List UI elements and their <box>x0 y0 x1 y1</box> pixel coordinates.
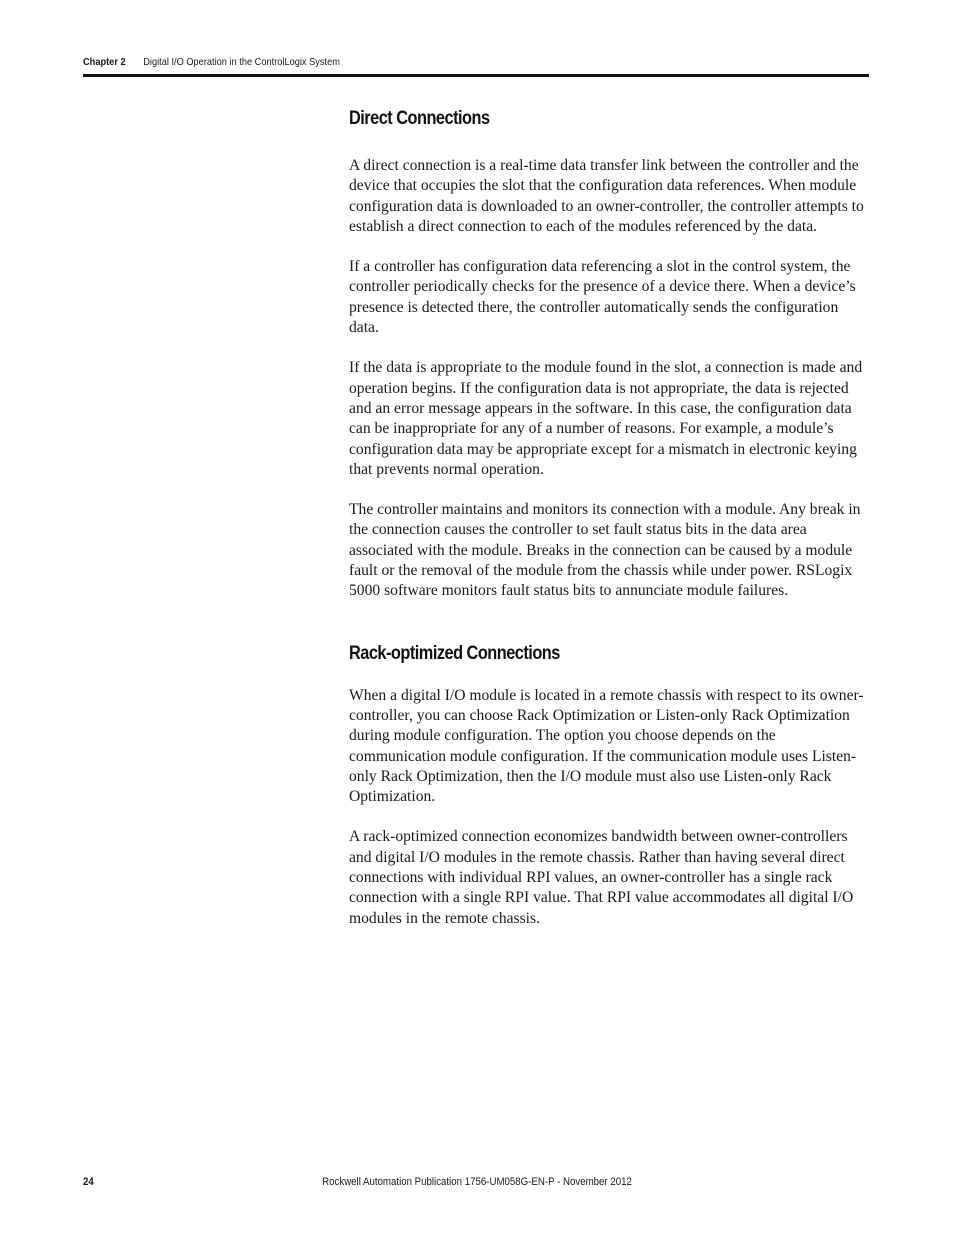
paragraph: A direct connection is a real-time data transfer link between the controller and the device that occupies the slot that the configuration data references. When module configuration data is downloaded to an owner-controller, the controller attempts to establish a direct connection to each of the modules referenced by the data. <box>349 157 864 235</box>
publication-footer: Rockwell Automation Publication 1756-UM058G-EN-P - November 2012 <box>322 1176 632 1188</box>
running-header <box>83 53 774 71</box>
section-heading-rack-optimized-connections: Rack-optimized Connections <box>349 642 560 664</box>
page-number: 24 <box>83 1176 94 1188</box>
header-rule <box>83 74 869 77</box>
paragraph: If the data is appropriate to the module found in the slot, a connection is made and operation begins. If the configuration data is not appropriate, the data is rejected and an error message appears in the software. In this case, the configuration data can be inappropriate for any of a number of reasons. For example, a module’s configuration data may be appropriate except for a mismatch in electronic keying that prevents normal operation. <box>349 359 863 478</box>
paragraph: The controller maintains and monitors its connection with a module. Any break in the connection causes the controller to set fault status bits in the data area associated with the module. Breaks in the connection can be caused by a module fault or the removal of the module from the chassis while under power. RSLogix 5000 software monitors fault status bits to annunciate module failures. <box>349 501 861 600</box>
main-content <box>349 106 871 929</box>
paragraph: If a controller has configuration data referencing a slot in the control system, the controller periodically checks for the presence of a device there. When a device’s presence is detected there, the controller automatically sends the configuration data. <box>349 258 856 337</box>
chapter-label: Chapter 2 <box>83 56 126 68</box>
chapter-title: Digital I/O Operation in the ControlLogix System <box>143 56 340 68</box>
paragraph: A rack-optimized connection economizes bandwidth between owner-controllers and digital I/O modules in the remote chassis. Rather than having several direct connections with individual RPI values, an owner-controller has a single rack connection with a single RPI value. That RPI value accommodates all digital I/O modules in the remote chassis. <box>349 828 854 927</box>
section-heading-direct-connections: Direct Connections <box>349 108 490 129</box>
paragraph: When a digital I/O module is located in a remote chassis with respect to its owner-controller, you can choose Rack Optimization or Listen-only Rack Optimization during module configuration. The option you choose depends on the communication module configuration. If the communication module uses Listen-only Rack Optimization, then the I/O module must also use Listen-only Rack Optimization. <box>349 686 864 806</box>
